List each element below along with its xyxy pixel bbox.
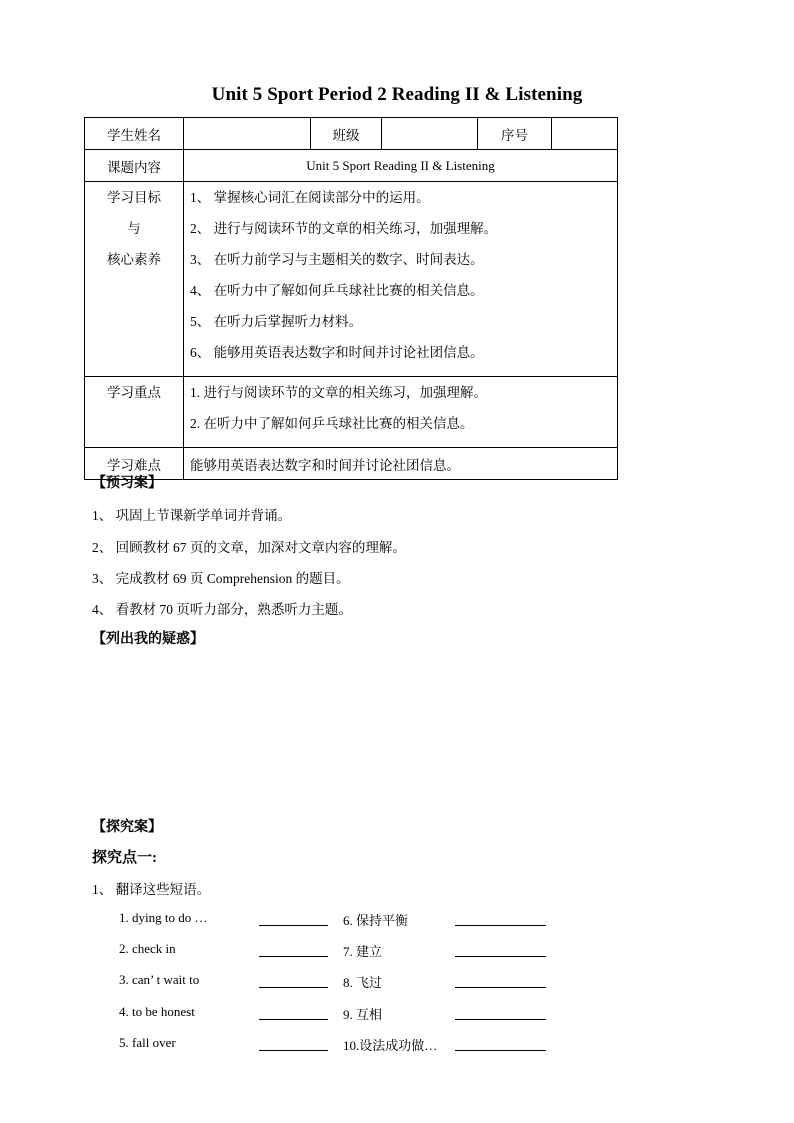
seat-field[interactable] xyxy=(552,118,618,150)
answer-blank[interactable] xyxy=(455,987,546,988)
answer-blank[interactable] xyxy=(259,956,328,957)
phrase-item: 6. 保持平衡 xyxy=(343,913,409,928)
task-1: 1、 翻译这些短语。 xyxy=(92,882,211,897)
doubts-heading: 【列出我的疑惑】 xyxy=(92,632,204,647)
phrase-item: 3. can’ t wait to xyxy=(119,972,200,987)
key-item: 2. 在听力中了解如何乒乓球社比赛的相关信息。 xyxy=(190,416,474,431)
goal-item: 3、 在听力前学习与主题相关的数字、时间表达。 xyxy=(190,252,484,267)
goal-item: 2、 进行与阅读环节的文章的相关练习，加强理解。 xyxy=(190,221,498,236)
phrase-item: 5. fall over xyxy=(119,1035,176,1050)
phrase-item: 8. 飞过 xyxy=(343,975,383,990)
explore-point-1: 探究点一: xyxy=(92,850,157,866)
explore-heading: 【探究案】 xyxy=(92,820,162,835)
info-table xyxy=(84,117,618,480)
goal-item: 6、 能够用英语表达数字和时间并讨论社团信息。 xyxy=(190,345,484,360)
goal-item: 5、 在听力后掌握听力材料。 xyxy=(190,314,363,329)
doubts-area[interactable] xyxy=(92,652,612,802)
goal-item: 4、 在听力中了解如何乒乓球社比赛的相关信息。 xyxy=(190,283,484,298)
phrase-item: 2. check in xyxy=(119,941,176,956)
answer-blank[interactable] xyxy=(455,956,546,957)
class-label: 班级 xyxy=(311,118,382,150)
phrase-item: 10.设法成功做… xyxy=(343,1038,438,1053)
answer-blank[interactable] xyxy=(455,1050,546,1051)
phrase-item: 1. dying to do … xyxy=(119,910,208,925)
difficult-label: 学习难点 xyxy=(85,448,184,480)
answer-blank[interactable] xyxy=(259,987,328,988)
preview-item: 1、 巩固上节课新学单词并背诵。 xyxy=(92,508,292,523)
answer-blank[interactable] xyxy=(259,1050,328,1051)
difficult-value: 能够用英语表达数字和时间并讨论社团信息。 xyxy=(184,448,618,480)
topic-label: 课题内容 xyxy=(85,150,184,182)
answer-blank[interactable] xyxy=(259,925,328,926)
key-list xyxy=(184,377,618,448)
answer-blank[interactable] xyxy=(455,925,546,926)
preview-heading: 【预习案】 xyxy=(92,476,162,491)
answer-blank[interactable] xyxy=(455,1019,546,1020)
topic-value: Unit 5 Sport Reading II & Listening xyxy=(184,150,618,182)
key-item: 1. 进行与阅读环节的文章的相关练习，加强理解。 xyxy=(190,385,487,400)
class-field[interactable] xyxy=(382,118,478,150)
seat-label: 序号 xyxy=(478,118,552,150)
preview-item: 4、 看教材 70 页听力部分，熟悉听力主题。 xyxy=(92,602,352,617)
phrase-item: 4. to be honest xyxy=(119,1004,195,1019)
page-title: Unit 5 Sport Period 2 Reading II & Listening xyxy=(211,84,583,105)
goals-label: 学习目标 与 核心素养 xyxy=(85,182,184,377)
preview-item: 2、 回顾教材 67 页的文章，加深对文章内容的理解。 xyxy=(92,540,406,555)
name-label: 学生姓名 xyxy=(85,118,184,150)
phrase-item: 9. 互相 xyxy=(343,1007,383,1022)
goals-list xyxy=(184,182,618,377)
goal-item: 1、 掌握核心词汇在阅读部分中的运用。 xyxy=(190,190,430,205)
phrase-item: 7. 建立 xyxy=(343,944,383,959)
name-field[interactable] xyxy=(184,118,311,150)
answer-blank[interactable] xyxy=(259,1019,328,1020)
preview-item: 3、 完成教材 69 页 Comprehension 的题目。 xyxy=(92,571,350,586)
key-label: 学习重点 xyxy=(85,377,184,448)
